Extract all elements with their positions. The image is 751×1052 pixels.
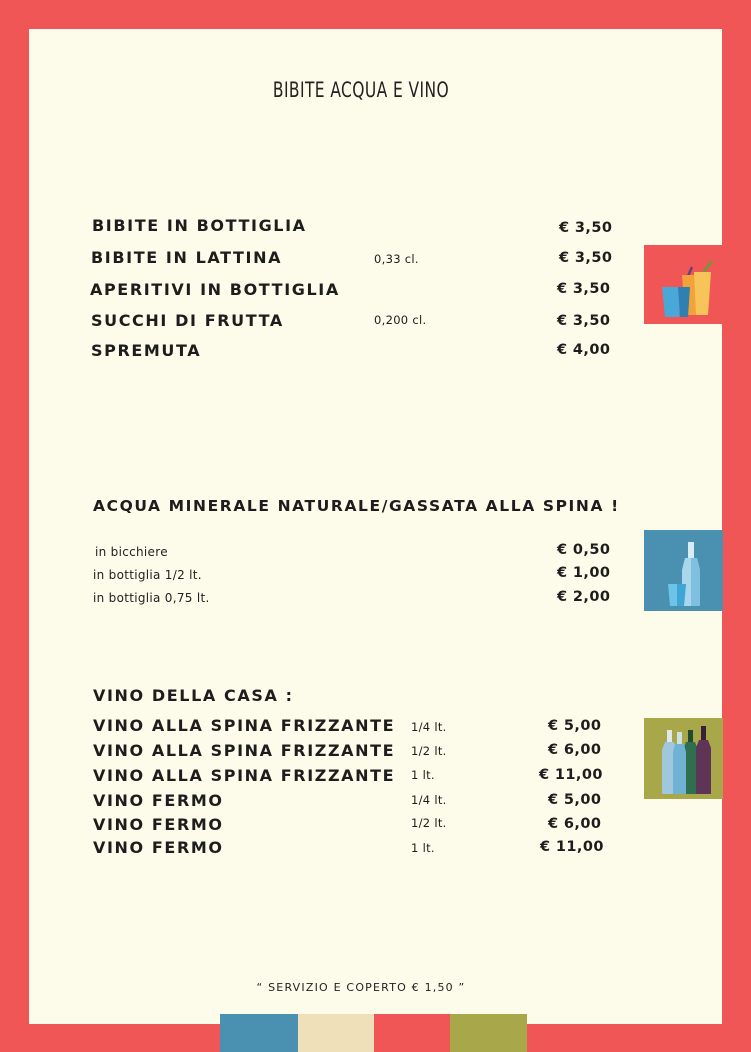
menu-item-price: € 5,00	[548, 792, 602, 808]
service-charge-note: “ SERVIZIO E COPERTO € 1,50 ”	[256, 981, 466, 994]
menu-item-price: € 3,50	[559, 220, 613, 236]
menu-item-name: APERITIVI IN BOTTIGLIA	[90, 280, 340, 299]
menu-item-size: 1 lt.	[411, 841, 435, 855]
menu-item-size: 0,200 cl.	[374, 313, 427, 327]
color-strip-olive	[450, 1014, 527, 1052]
menu-item-size: 0,33 cl.	[374, 252, 419, 266]
menu-item-name: in bottiglia 1/2 lt.	[93, 568, 202, 582]
color-strip-red	[374, 1014, 450, 1052]
menu-item-price: € 11,00	[539, 767, 603, 783]
menu-item-name: VINO ALLA SPINA FRIZZANTE	[93, 716, 396, 735]
page-title: BIBITE ACQUA E VINO	[272, 78, 450, 102]
menu-item-name: SUCCHI DI FRUTTA	[91, 311, 284, 330]
menu-item-price: € 4,00	[557, 342, 611, 358]
section-heading: ACQUA MINERALE NATURALE/GASSATA ALLA SPINA !	[93, 497, 620, 515]
menu-item-price: € 3,50	[559, 250, 613, 266]
menu-item-price: € 11,00	[540, 839, 604, 855]
menu-item-name: SPREMUTA	[91, 341, 202, 360]
menu-item-price: € 3,50	[557, 281, 611, 297]
menu-item-name: VINO FERMO	[93, 838, 224, 857]
menu-item-name: in bottiglia 0,75 lt.	[93, 591, 210, 605]
menu-item-price: € 6,00	[548, 816, 602, 832]
menu-item-name: VINO ALLA SPINA FRIZZANTE	[93, 741, 396, 760]
menu-item-name: VINO FERMO	[93, 815, 224, 834]
color-strip-blue	[220, 1014, 298, 1052]
menu-item-name: VINO FERMO	[93, 791, 224, 810]
section-heading: VINO DELLA CASA :	[93, 686, 294, 705]
menu-item-price: € 2,00	[557, 589, 611, 605]
menu-item-size: 1/2 lt.	[411, 816, 447, 830]
menu-item-price: € 5,00	[548, 718, 602, 734]
water-bottle-icon	[644, 530, 723, 611]
menu-item-price: € 6,00	[548, 742, 602, 758]
menu-item-size: 1/4 lt.	[411, 720, 447, 734]
drinks-icon	[644, 245, 723, 324]
menu-item-size: 1/2 lt.	[411, 744, 447, 758]
menu-item-name: VINO ALLA SPINA FRIZZANTE	[93, 766, 396, 785]
menu-item-name: BIBITE IN LATTINA	[91, 248, 283, 267]
menu-item-name: BIBITE IN BOTTIGLIA	[92, 216, 307, 235]
menu-page	[29, 29, 722, 1024]
menu-item-name: in bicchiere	[95, 545, 168, 559]
menu-item-price: € 1,00	[557, 565, 611, 581]
color-strip-cream	[298, 1014, 374, 1052]
menu-item-size: 1/4 lt.	[411, 793, 447, 807]
menu-item-price: € 0,50	[557, 542, 611, 558]
menu-item-size: 1 lt.	[411, 768, 435, 782]
menu-item-price: € 3,50	[557, 313, 611, 329]
wine-bottles-icon	[644, 718, 723, 799]
